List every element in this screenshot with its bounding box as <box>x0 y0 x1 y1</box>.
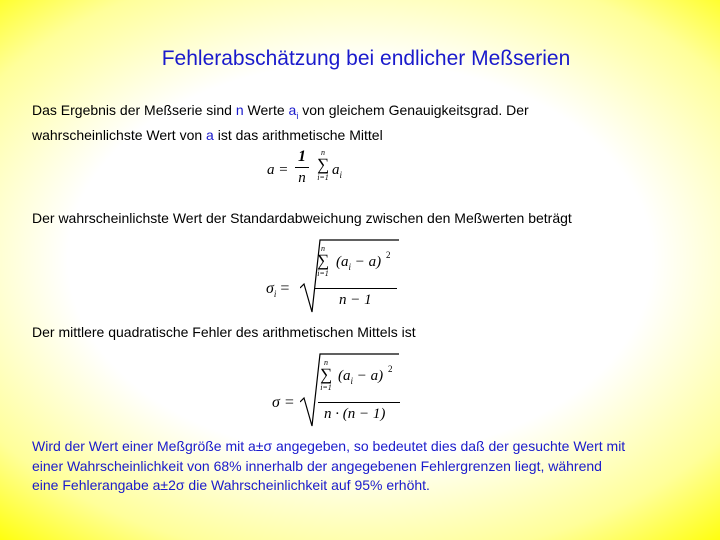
paragraph-intro <box>32 101 529 145</box>
sigma-symbol: ∑ <box>319 365 333 384</box>
intro-text-4: wahrscheinlichste Wert von <box>32 126 207 143</box>
formula-standard-deviation <box>262 238 412 318</box>
fraction-denominator: n <box>298 170 306 186</box>
mean-lhs: a = <box>267 162 289 178</box>
intro-text-2: Werte <box>243 102 289 118</box>
var-a: a <box>206 126 214 143</box>
sum-term: $a_i$ <box>332 162 343 180</box>
summation <box>314 148 332 182</box>
formula-arithmetic-mean <box>265 148 355 194</box>
sum-upper-limit: n <box>321 148 325 157</box>
intro-text-5: ist das arithmetische Mittel <box>213 126 383 143</box>
fraction-bar <box>318 402 400 403</box>
paragraph-interpretation <box>32 437 625 496</box>
sigma-symbol: ∑ <box>316 251 330 270</box>
interpretation-line-1: Wird der Wert einer Meßgröße mit a±σ angegeben, so bedeutet dies daß der gesuchte Wert mit <box>32 438 626 454</box>
slide-title: Fehlerabschätzung bei endlicher Meßserien <box>161 47 571 70</box>
sum-lower-limit: i=1 <box>317 173 329 182</box>
power-two: 2 <box>386 250 391 260</box>
formula-mean-error <box>268 352 418 432</box>
paragraph-std-dev: Der wahrscheinlichste Wert der Standardabweichung zwischen den Meßwerten beträgt <box>32 210 572 226</box>
summation <box>318 358 334 392</box>
numerator-term: $(a_i - a)$ <box>338 368 384 386</box>
var-n: n <box>235 102 244 118</box>
fraction-one-over-n <box>295 148 309 187</box>
denominator-n-minus-1: n − 1 <box>339 292 372 308</box>
sum-lower-limit: i=1 <box>317 269 329 278</box>
sigma-symbol: ∑ <box>316 155 330 174</box>
denominator-n-times-n-minus-1: n · (n − 1) <box>324 406 386 422</box>
sigma-lhs: σ = <box>272 394 295 411</box>
summation <box>315 244 331 278</box>
sum-lower-limit: i=1 <box>320 383 332 392</box>
var-a-i: $a_i$ <box>288 102 299 121</box>
fraction-bar <box>315 288 397 289</box>
fraction-numerator: 1 <box>298 148 306 165</box>
interpretation-line-2: einer Wahrscheinlichkeit von 68% innerhalb der angegebenen Fehlergrenzen liegt, während <box>32 457 602 474</box>
paragraph-mean-error: Der mittlere quadratische Fehler des arithmetischen Mittels ist <box>32 324 416 340</box>
intro-text-1: Das Ergebnis der Meßserie sind <box>32 102 236 118</box>
numerator-term: $(a_i - a)$ <box>336 254 382 272</box>
interpretation-line-3: eine Fehlerangabe a±2σ die Wahrscheinlichkeit auf 95% erhöht. <box>32 477 430 493</box>
sum-upper-limit: n <box>324 358 328 367</box>
power-two: 2 <box>388 364 393 374</box>
intro-text-3: von gleichem Genauigkeitsgrad. Der <box>298 102 529 118</box>
sum-upper-limit: n <box>321 244 325 253</box>
sigma-i-lhs: $\sigma_i$ = <box>266 280 290 300</box>
